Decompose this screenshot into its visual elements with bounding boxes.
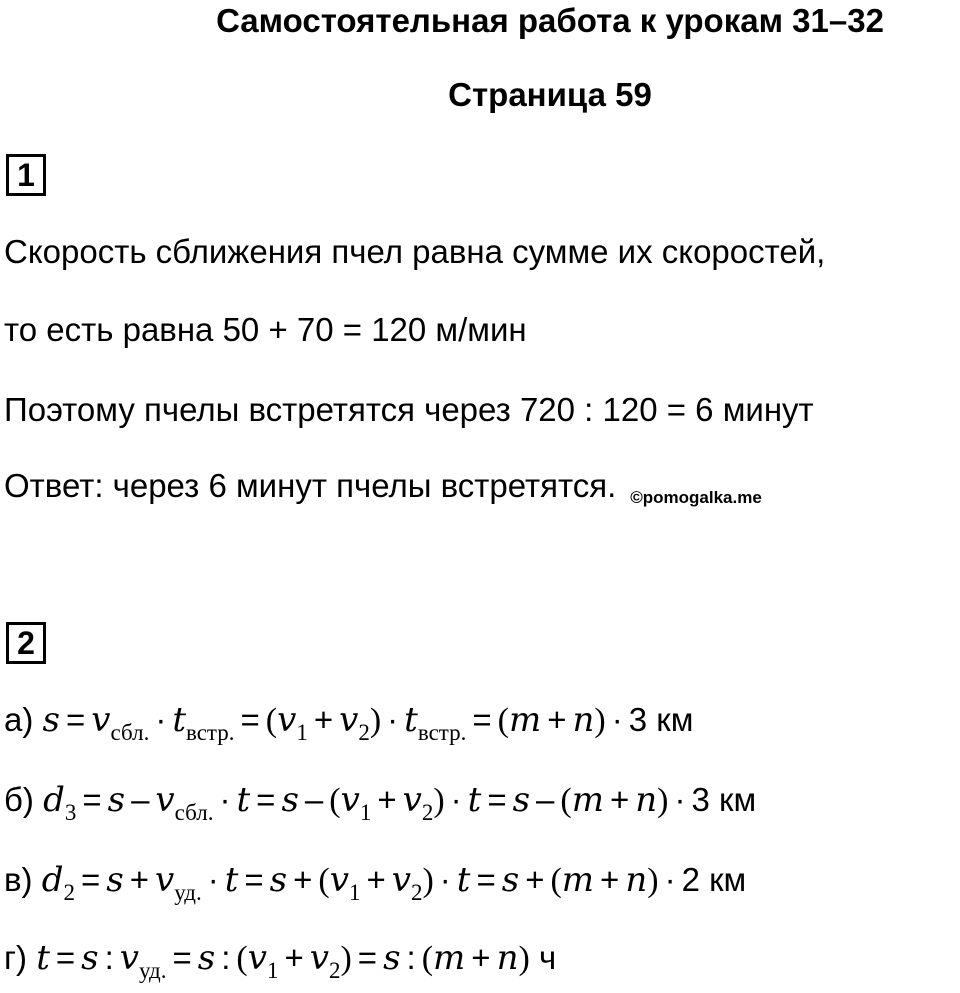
- subscript-approach: сбл.: [110, 720, 150, 745]
- task-2-formula-g: г) t = s : $v_{уд.} = s$ : $(v_1 + v_2) = s$ : (m + n) ч: [4, 938, 557, 983]
- subscript-meet: встр.: [186, 720, 235, 745]
- task-1-answer-line: [4, 466, 762, 518]
- formula-b-unit: 3 км: [691, 781, 757, 818]
- formula-g-unit: ч: [538, 939, 557, 976]
- task-1-number: 1: [6, 154, 46, 196]
- task-1-line-1: Скорость сближения пчел равна сумме их скоростей,: [4, 233, 826, 270]
- task-2-number: 2: [6, 622, 46, 664]
- formula-v-unit: 2 км: [681, 861, 747, 898]
- formula-a-unit: 3 км: [628, 701, 694, 738]
- page-subtitle: Страница 59: [448, 76, 652, 113]
- watermark: ©pomogalka.me: [630, 488, 762, 507]
- subscript-approach-2: сбл.: [174, 800, 214, 825]
- formula-b-label: б): [4, 781, 34, 818]
- subscript-apart-2: уд.: [139, 958, 167, 983]
- task-2-formula-v: в) $d_2 = s + v_{уд.} \cdot t = s + (v_1 + v_2) \cdot t = s + (m + n) \cdot 2$ км: [4, 860, 747, 905]
- task-1-line-2: то есть равна 50 + 70 = 120 м/мин: [4, 311, 527, 348]
- task-1-answer-text: Ответ: через 6 минут пчелы встретятся.: [4, 467, 617, 504]
- formula-v-label: в): [4, 861, 33, 898]
- subscript-meet-2: встр.: [417, 720, 467, 745]
- page-title: Самостоятельная работа к урокам 31–32: [216, 2, 884, 39]
- subscript-apart: уд.: [174, 880, 202, 905]
- formula-a-label: а): [4, 701, 34, 738]
- task-2-formula-b: б) $d_3 = s - v_{сбл.} \cdot t = s - (v_1 + v_2) \cdot t = s - (m + n) \cdot 3$ км: [4, 780, 757, 825]
- task-1-line-3: Поэтому пчелы встретятся через 720 : 120 = 6 минут: [4, 391, 814, 428]
- formula-g-label: г): [4, 939, 28, 976]
- task-2-formula-a: а) $s = v_{сбл.} \cdot t_{встр.} = (v_1 + v_2) \cdot t_{встр.} = (m + n) \cdot 3$ км: [4, 700, 694, 745]
